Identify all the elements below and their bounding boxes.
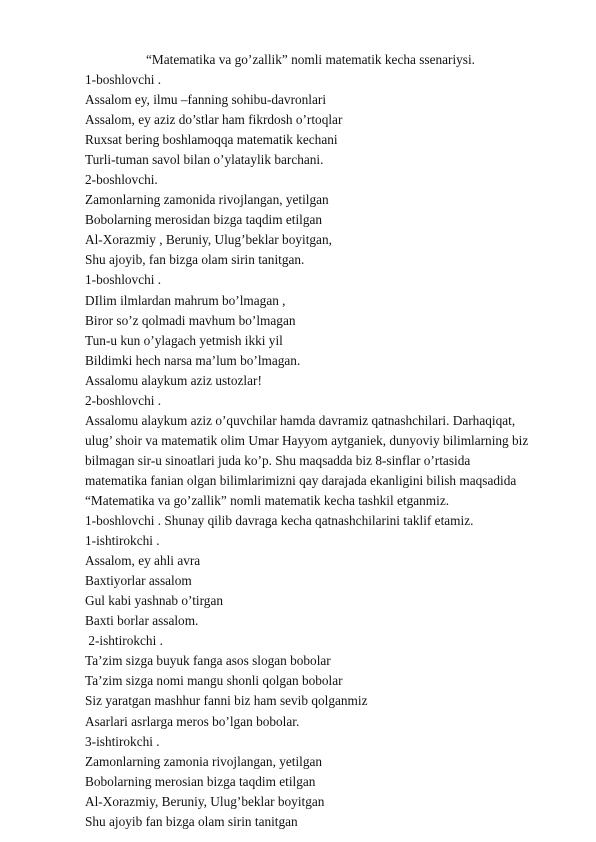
- text-line: Assalomu alaykum aziz ustozlar!: [85, 372, 262, 388]
- text-line: Ta’zim sizga nomi mangu shonli qolgan bobolar: [85, 673, 343, 689]
- text-line: Bobolarning merosidan bizga taqdim etilgan: [85, 212, 323, 228]
- text-line: Al-Xorazmiy, Beruniy, Ulug’beklar boyitgan: [85, 793, 325, 809]
- text-line: Assalom ey, ilmu –fanning sohibu-davronlari: [85, 92, 327, 108]
- text-line: Asarlari asrlarga meros bo’lgan bobolar.: [85, 713, 300, 729]
- text-line: 1-boshlovchi .: [85, 72, 162, 87]
- text-line: Al-Xorazmiy , Beruniy, Ulug’beklar boyitgan,: [85, 232, 332, 248]
- text-line: Bildimki hech narsa ma’lum bo’lmagan.: [85, 352, 301, 368]
- text-line: 1-ishtirokchi .: [85, 533, 160, 549]
- text-line: Shu ajoyib fan bizga olam sirin tanitgan: [85, 813, 298, 829]
- text-line: 2-boshlovchi.: [85, 172, 158, 188]
- document-title: “Matematika va go’zallik” nomli matematik kecha ssenariysi.: [146, 52, 475, 67]
- text-line: Biror so’z qolmadi mavhum bo’lmagan: [85, 312, 296, 328]
- text-line: Siz yaratgan mashhur fanni biz ham sevib qolganmiz: [85, 693, 368, 709]
- text-line: Gul kabi yashnab o’tirgan: [85, 593, 223, 609]
- text-line: Ta’zim sizga buyuk fanga asos slogan bobolar: [85, 653, 331, 669]
- text-line: Bobolarning merosian bizga taqdim etilgan: [85, 773, 316, 789]
- text-line: Zamonlarning zamonia rivojlangan, yetilgan: [85, 753, 323, 769]
- text-line: 2-boshlovchi .: [85, 392, 162, 408]
- intro-paragraph: Assalomu alaykum aziz o’quvchilar hamda davramiz qatnashchilari. Darhaqiqat, ulug’ shoir va matematik olim Umar Hayyom aytganiek, dunyoviy bilimlarning biz bilmagan sir-u sinoatlari juda ko’p. Shu maqsadda biz 8-sinflar o’rtasida matematika fanian olgan bilimlarimizni qay darajada ekanligini bilish maqsadida “Matematika va go’zallik” nomli matematik kecha tashkil etganmiz.: [85, 412, 529, 508]
- text-line: Tun-u kun o’ylagach yetmish ikki yil: [85, 332, 283, 348]
- text-line: 3-ishtirokchi .: [85, 733, 160, 749]
- text-line: Turli-tuman savol bilan o’ylataylik barchani.: [85, 152, 324, 168]
- text-line: Zamonlarning zamonida rivojlangan, yetilgan: [85, 192, 329, 208]
- text-line: 1-boshlovchi . Shunay qilib davraga kecha qatnashchilarini taklif etamiz.: [85, 513, 474, 529]
- text-line: 2-ishtirokchi .: [85, 633, 163, 649]
- text-line: Baxti borlar assalom.: [85, 613, 199, 629]
- document-body: [85, 70, 535, 832]
- text-line: Baxtiyorlar assalom: [85, 573, 192, 589]
- text-line: Shu ajoyib, fan bizga olam sirin tanitgan.: [85, 252, 305, 268]
- text-line: Assalom, ey ahli avra: [85, 553, 201, 569]
- text-line: Ruxsat bering boshlamoqqa matematik kechani: [85, 132, 338, 148]
- text-line: 1-boshlovchi .: [85, 272, 162, 288]
- text-line: DIlim ilmlardan mahrum bo’lmagan ,: [85, 292, 286, 308]
- text-line: Assalom, ey aziz do’stlar ham fikrdosh o’rtoqlar: [85, 112, 343, 128]
